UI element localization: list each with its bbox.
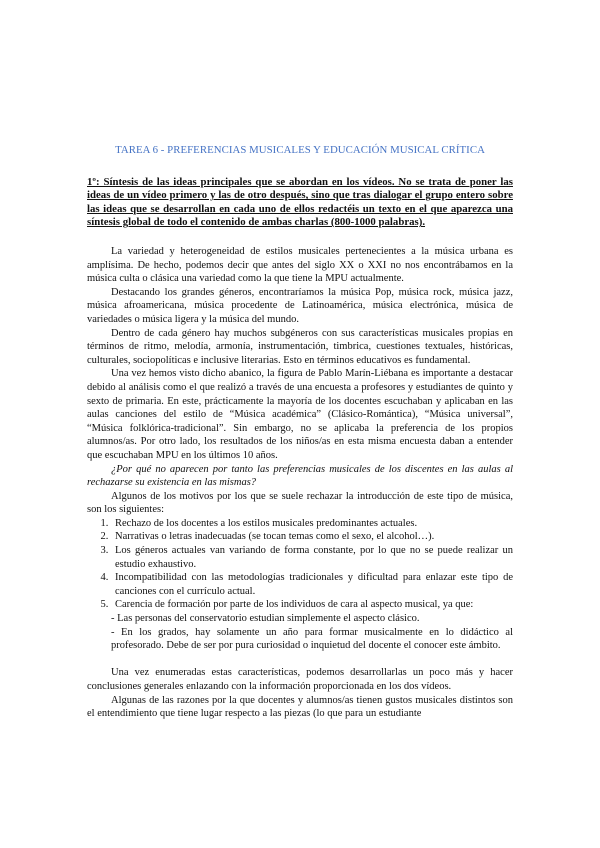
- reasons-intro: Algunos de los motivos por los que se suele rechazar la introducción de este tipo de música, son los siguientes:: [87, 490, 513, 516]
- question-paragraph: ¿Por qué no aparecen por tanto las preferencias musicales de los discentes en las aulas al rechazarse su existencia en las mismas?: [87, 463, 513, 489]
- closing-paragraph-2: Algunas de las razones por la que docentes y alumnos/as tienen gustos musicales distintos son el entendimiento que tiene lugar respecto a las piezas (lo que para un estudiante: [87, 694, 513, 720]
- sub-points: [111, 612, 513, 653]
- list-item: 2. Narrativas o letras inadecuadas (se tocan temas como el sexo, el alcohol…).: [111, 530, 513, 544]
- sub-point-2: - En los grados, hay solamente un año para formar musicalmente en lo didáctico al profesorado. Debe de ser por pura curiosidad o inquietud del docente el conocer este ámbito.: [111, 626, 513, 652]
- paragraph-1: La variedad y heterogeneidad de estilos musicales pertenecientes a la música urbana es amplísima. De hecho, podemos decir que antes del siglo XX o XXI no nos encontrábamos en la música culta o clásica una variedad como la que tiene la MPU actualmente.: [87, 246, 513, 285]
- reasons-list: [87, 517, 513, 653]
- paragraph-4: Una vez hemos visto dicho abanico, la figura de Pablo Marín-Liébana es importante a destacar debido al análisis como el que realizó a través de una encuesta a profesores y estudiantes de quinto y sexto de primaria. En este, prácticamente la mayoría de los docentes escuchaban y aplicaban en las aulas canciones del estilo de “Música académica” (Clásico-Romántica), “Música universal”, “Música folklórica-tradicional”. Sin embargo, no se aplicaba la preferencia de los propios alumnos/as. Por otro lado, los resultados de los niños/as en esta misma encuesta daban a entender que escuchaban MPU en los últimos 10 años.: [87, 368, 513, 461]
- closing-paragraph-1: Una vez enumeradas estas características, podemos desarrollarlas un poco más y hacer conclusiones generales enlazando con la información proporcionada en los dos vídeos.: [87, 667, 513, 692]
- list-item: 4. Incompatibilidad con las metodologías tradicionales y dificultad para enlazar este tipo de canciones con el currículo actual.: [111, 571, 513, 598]
- list-item-text: Carencia de formación por parte de los individuos de cara al aspecto musical, ya que:: [115, 599, 474, 611]
- list-item: 3. Los géneros actuales van variando de forma constante, por lo que no se puede realizar un estudio exhaustivo.: [111, 544, 513, 571]
- list-item: [111, 598, 513, 652]
- task-heading: 1º: Síntesis de las ideas principales que se abordan en los vídeos. No se trata de poner las ideas de un vídeo primero y las de otro después, sino que tras dialogar el grupo entero sobre las ideas que se desarrollan en cada uno de ellos redactéis un texto en el que aparezca una síntesis global de todo el contenido de ambas charlas (800-1000 palabras).: [87, 176, 513, 229]
- sub-point-1: - Las personas del conservatorio estudian simplemente el aspecto clásico.: [111, 613, 420, 625]
- list-item: 1. Rechazo de los docentes a los estilos musicales predominantes actuales.: [111, 517, 513, 531]
- document-title: TAREA 6 - PREFERENCIAS MUSICALES Y EDUCACIÓN MUSICAL CRÍTICA: [115, 144, 485, 156]
- document-body: [87, 245, 513, 721]
- paragraph-3: Dentro de cada género hay muchos subgéneros con sus características musicales propias en términos de ritmo, melodía, armonía, instrumentación, timbrica, cuestiones textuales, históricas, culturales, sociopolíticas e inclusive literarias. Esto en términos educativos es fundamental.: [87, 327, 513, 366]
- paragraph-2: Destacando los grandes géneros, encontraríamos la música Pop, música rock, música jazz, música afroamericana, música procedente de Latinoamérica, música electrónica, música de variedades o música ligera y la música del mundo.: [87, 286, 513, 325]
- spacer: [87, 653, 513, 667]
